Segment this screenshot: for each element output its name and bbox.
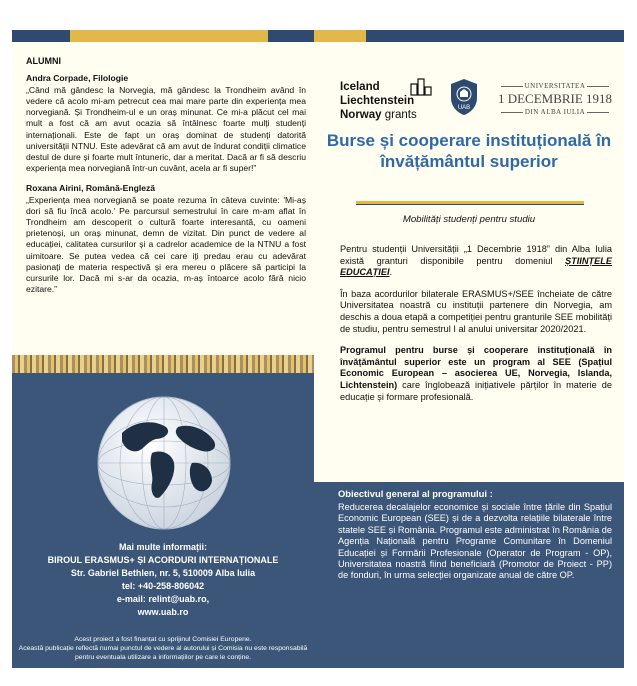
intro-end: . <box>389 267 393 278</box>
program-paragraph <box>340 345 612 403</box>
logo-line-grants: grants <box>384 109 417 121</box>
testimonial-quote: „Când mă gândesc la Norvegia, mă gândesc la Trondheim având în vedere că acolo mi-am petrecut cea mai mare parte din experiența mea norvegiană. Și Trondheim-ul e un oraș minunat. Ce mi-a plăcut cel mai mult a fost că am avut ocazia să întâlnesc foarte mulți studenți internaționali. Este de fapt un oraș dominat de studenți datorită universității NTNU. Este adevărat că am avut de îndurat condiții climatice destul de dure și foarte mult întuneric, dar a meritat. Dacă ar fi să descriu experiența mea norvegiană într-un cuvânt, acela ar fi super!” <box>26 85 306 173</box>
right-panel <box>314 30 624 668</box>
top-stripe-blue <box>12 30 70 42</box>
top-stripe-gold <box>314 30 366 42</box>
uab-seal-text: UAB <box>457 105 471 111</box>
contact-info <box>12 541 314 619</box>
top-stripe-gold <box>70 30 268 42</box>
program-bold-text: Programul pentru burse și cooperare instituțională în învățământul superior este un program al SEE (Spațiul Economic European – asocierea UE, Norvegia, Islanda, Lichtenstein) <box>340 345 612 390</box>
page-subtitle: Mobilități studenți pentru studiu <box>402 214 536 225</box>
top-stripe-blue <box>366 30 624 42</box>
univ-bottom: DIN ALBA IULIA <box>524 108 586 116</box>
univ-middle: 1 DECEMBRIE 1918 <box>497 91 613 106</box>
eea-grants-logo <box>340 80 417 122</box>
decorative-pattern-band <box>12 355 314 373</box>
contact-website[interactable]: www.uab.ro <box>137 607 189 617</box>
university-logo <box>488 82 622 116</box>
intro-paragraph <box>340 244 612 279</box>
testimonial-name: Roxana Airini, Română-Engleză <box>26 182 156 193</box>
alumni-header: ALUMNI <box>26 56 61 66</box>
disclaimer-line-1: Acest proiect a fost finanțat cu sprijinul Comisiei Europene. <box>74 636 252 643</box>
logo-line-liechtenstein: Liechtenstein <box>340 95 415 107</box>
logo-line-iceland: Iceland <box>340 81 380 93</box>
page-title: Burse și cooperare instituțională în învățământul superior <box>326 131 612 171</box>
testimonial-quote: „Experiența mea norvegiană se poate rezuma în câteva cuvinte: 'Mi-aș dori să fiu încă acolo.' Pe parcursul semestrului în care m-am aflat în Trondheim am descoperit o cultură foarte interesantă, cu oameni prietenoși, un oraș minunat, demn de vizitat. Din punct de vedere al educației, calitatea cursurilor și a cadrelor academice de la NTNU a fost uimitoare. Se putea vedea că cei care iți predau erau cu adevărat pasionați de materia respectivă și era mereu o plăcere să participi la cursurile lor. Dacă mi s-ar da ocazia, m-aș întoarce acolo fără nicio ezitare.” <box>26 195 306 294</box>
logos-row <box>340 72 620 132</box>
alumni-section <box>26 56 306 304</box>
contact-email[interactable]: e-mail: relint@uab.ro, <box>116 594 210 604</box>
domain-highlight: ȘTIINȚELE EDUCAȚIEI <box>340 255 612 278</box>
objective-panel <box>314 482 624 668</box>
intro-text: Pentru studenții Universității „1 Decembrie 1918” din Alba Iulia există granturi disponibile pentru domeniul <box>340 244 612 266</box>
logo-line-norway: Norway <box>340 109 382 121</box>
agreements-paragraph: În baza acordurilor bilaterale ERASMUS+/SEE încheiate de către Universitatea noastră cu instituții partenere din Norvegia, am deschis a doua etapă a competiției pentru granturile SEE mobilități de studiu, pentru semestrul I al anului universitar 2020/2021. <box>340 288 612 334</box>
univ-top: UNIVERSITATEA <box>524 82 586 90</box>
contact-office: BIROUL ERASMUS+ ȘI ACORDURI INTERNAȚIONALE <box>47 555 279 565</box>
contact-address: Str. Gabriel Bethlen, nr. 5, 510009 Alba Iulia <box>70 568 256 578</box>
objective-heading: Obiectivul general al programului : <box>338 488 493 499</box>
disclaimer-line-2: Această publicație reflectă numai punctul de vedere al autorului și Comisia nu este responsabilă pentru eventuala utilizare a informațiilor pe care le conține. <box>18 645 308 661</box>
uab-seal-icon <box>448 78 480 116</box>
globe-icon <box>94 393 234 533</box>
program-description <box>340 244 612 413</box>
contact-phone: tel: +40-258-806042 <box>121 581 205 591</box>
objective-body: Reducerea decalajelor economice și sociale între țările din Spațiul Economic European (SEE) și de a dezvolta relațiile bilaterale între statele SEE și România. Programul este administrat în România de Agenția Națională pentru Programe Comunitare în Domeniul Educației și Formării Profesionale (Operator de Program - OP), Universitatea noastră fiind beneficiară (Promotor de Proiect - PP) de fonduri, în urma selecției organizate anual de către OP. <box>338 502 612 581</box>
top-stripe-blue <box>268 30 314 42</box>
grants-mark-icon <box>410 78 432 96</box>
program-rest-text: care înglobează inițiativele părților în materie de educație și formare profesională. <box>340 379 612 402</box>
contact-panel <box>12 373 314 668</box>
contact-title: Mai multe informații: <box>118 542 207 552</box>
left-panel <box>12 30 314 668</box>
eu-disclaimer <box>18 635 308 662</box>
title-underline <box>356 204 584 205</box>
testimonial-name: Andra Corpade, Filologie <box>26 73 129 84</box>
